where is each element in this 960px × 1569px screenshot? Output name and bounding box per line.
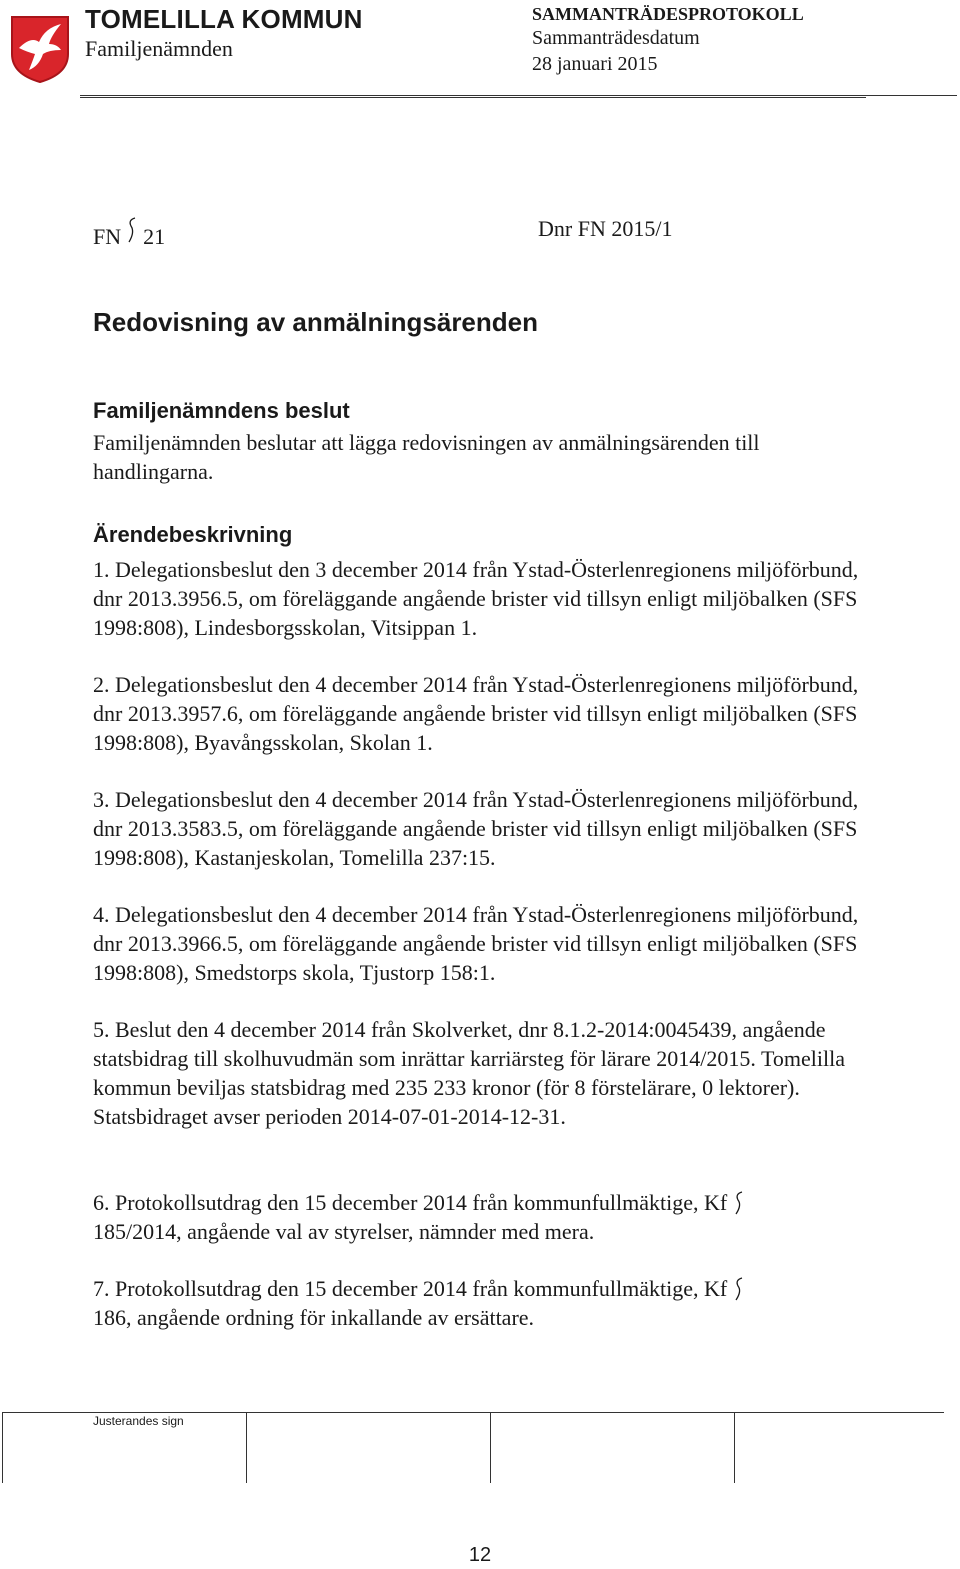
department-name: Familjenämnden: [85, 36, 233, 61]
description-heading: Ärendebeskrivning: [93, 522, 293, 547]
case-number: Dnr FN 2015/1: [538, 216, 673, 241]
list-item: 5. Beslut den 4 december 2014 från Skolverket, dnr 8.1.2-2014:0045439, angående statsbidrag till skolhuvudmän som inrättar karriärsteg för lärare 2014/2015. Tomelilla kommun beviljas statsbidrag med 235 233 kronor (för 8 förstelärare, 0 lektorer). Statsbidraget avser perioden 2014-07-01-2014-12-31.: [93, 1017, 845, 1129]
page-title: Redovisning av anmälningsärenden: [93, 307, 538, 337]
signature-box-divider: [246, 1413, 247, 1483]
decision-text: Familjenämnden beslutar att lägga redovisningen av anmälningsärenden till handlingarna.: [93, 430, 760, 484]
list-item-text: 7. Protokollsutdrag den 15 december 2014 från kommunfullmäktige, Kf: [93, 1276, 728, 1301]
meeting-date-label: Sammanträdesdatum: [532, 27, 700, 49]
protocol-type: SAMMANTRÄDESPROTOKOLL: [532, 4, 804, 24]
section-sign-icon: [125, 216, 139, 244]
list-item: 1. Delegationsbeslut den 3 december 2014 från Ystad-Österlenregionens miljöförbund, dnr 2013.3956.5, om föreläggande angående brister vid tillsyn enligt miljöbalken (SFS 1998:808), Lindesborgsskolan, Vitsippan 1.: [93, 557, 859, 640]
signature-label: Justerandes sign: [93, 1414, 184, 1428]
list-item: [93, 1274, 868, 1332]
list-item-text: 186, angående ordning för inkallande av ersättare.: [93, 1305, 535, 1330]
list-item-text: 6. Protokollsutdrag den 15 december 2014 från kommunfullmäktige, Kf: [93, 1190, 728, 1215]
section-prefix: FN: [93, 224, 122, 249]
signature-box-top-rule: [2, 1412, 944, 1413]
municipality-logo-icon: [9, 14, 71, 84]
meeting-date: 28 januari 2015: [532, 53, 658, 75]
header-divider: [80, 95, 957, 96]
section-sign-icon: [733, 1190, 745, 1216]
list-item: 4. Delegationsbeslut den 4 december 2014 från Ystad-Österlenregionens miljöförbund, dnr 2013.3966.5, om föreläggande angående brister vid tillsyn enligt miljöbalken (SFS 1998:808), Smedstorps skola, Tjustorp 158:1.: [93, 902, 859, 985]
list-item: 2. Delegationsbeslut den 4 december 2014 från Ystad-Österlenregionens miljöförbund, dnr 2013.3957.6, om föreläggande angående brister vid tillsyn enligt miljöbalken (SFS 1998:808), Byavångsskolan, Skolan 1.: [93, 672, 859, 755]
organization-name: TOMELILLA KOMMUN: [85, 4, 363, 34]
signature-box-divider: [734, 1413, 735, 1483]
signature-box-divider: [490, 1413, 491, 1483]
section-reference: [93, 216, 165, 250]
section-sign-icon: [733, 1276, 745, 1302]
page-number: 12: [468, 1544, 492, 1566]
header-divider-secondary: [80, 97, 866, 98]
list-item-text: 185/2014, angående val av styrelser, nämnder med mera.: [93, 1219, 595, 1244]
list-item: 3. Delegationsbeslut den 4 december 2014 från Ystad-Österlenregionens miljöförbund, dnr 2013.3583.5, om föreläggande angående brister vid tillsyn enligt miljöbalken (SFS 1998:808), Kastanjeskolan, Tomelilla 237:15.: [93, 787, 859, 870]
list-item: [93, 1188, 868, 1246]
decision-heading: Familjenämndens beslut: [93, 398, 350, 423]
section-number: 21: [143, 224, 166, 249]
signature-box-divider: [2, 1413, 3, 1483]
